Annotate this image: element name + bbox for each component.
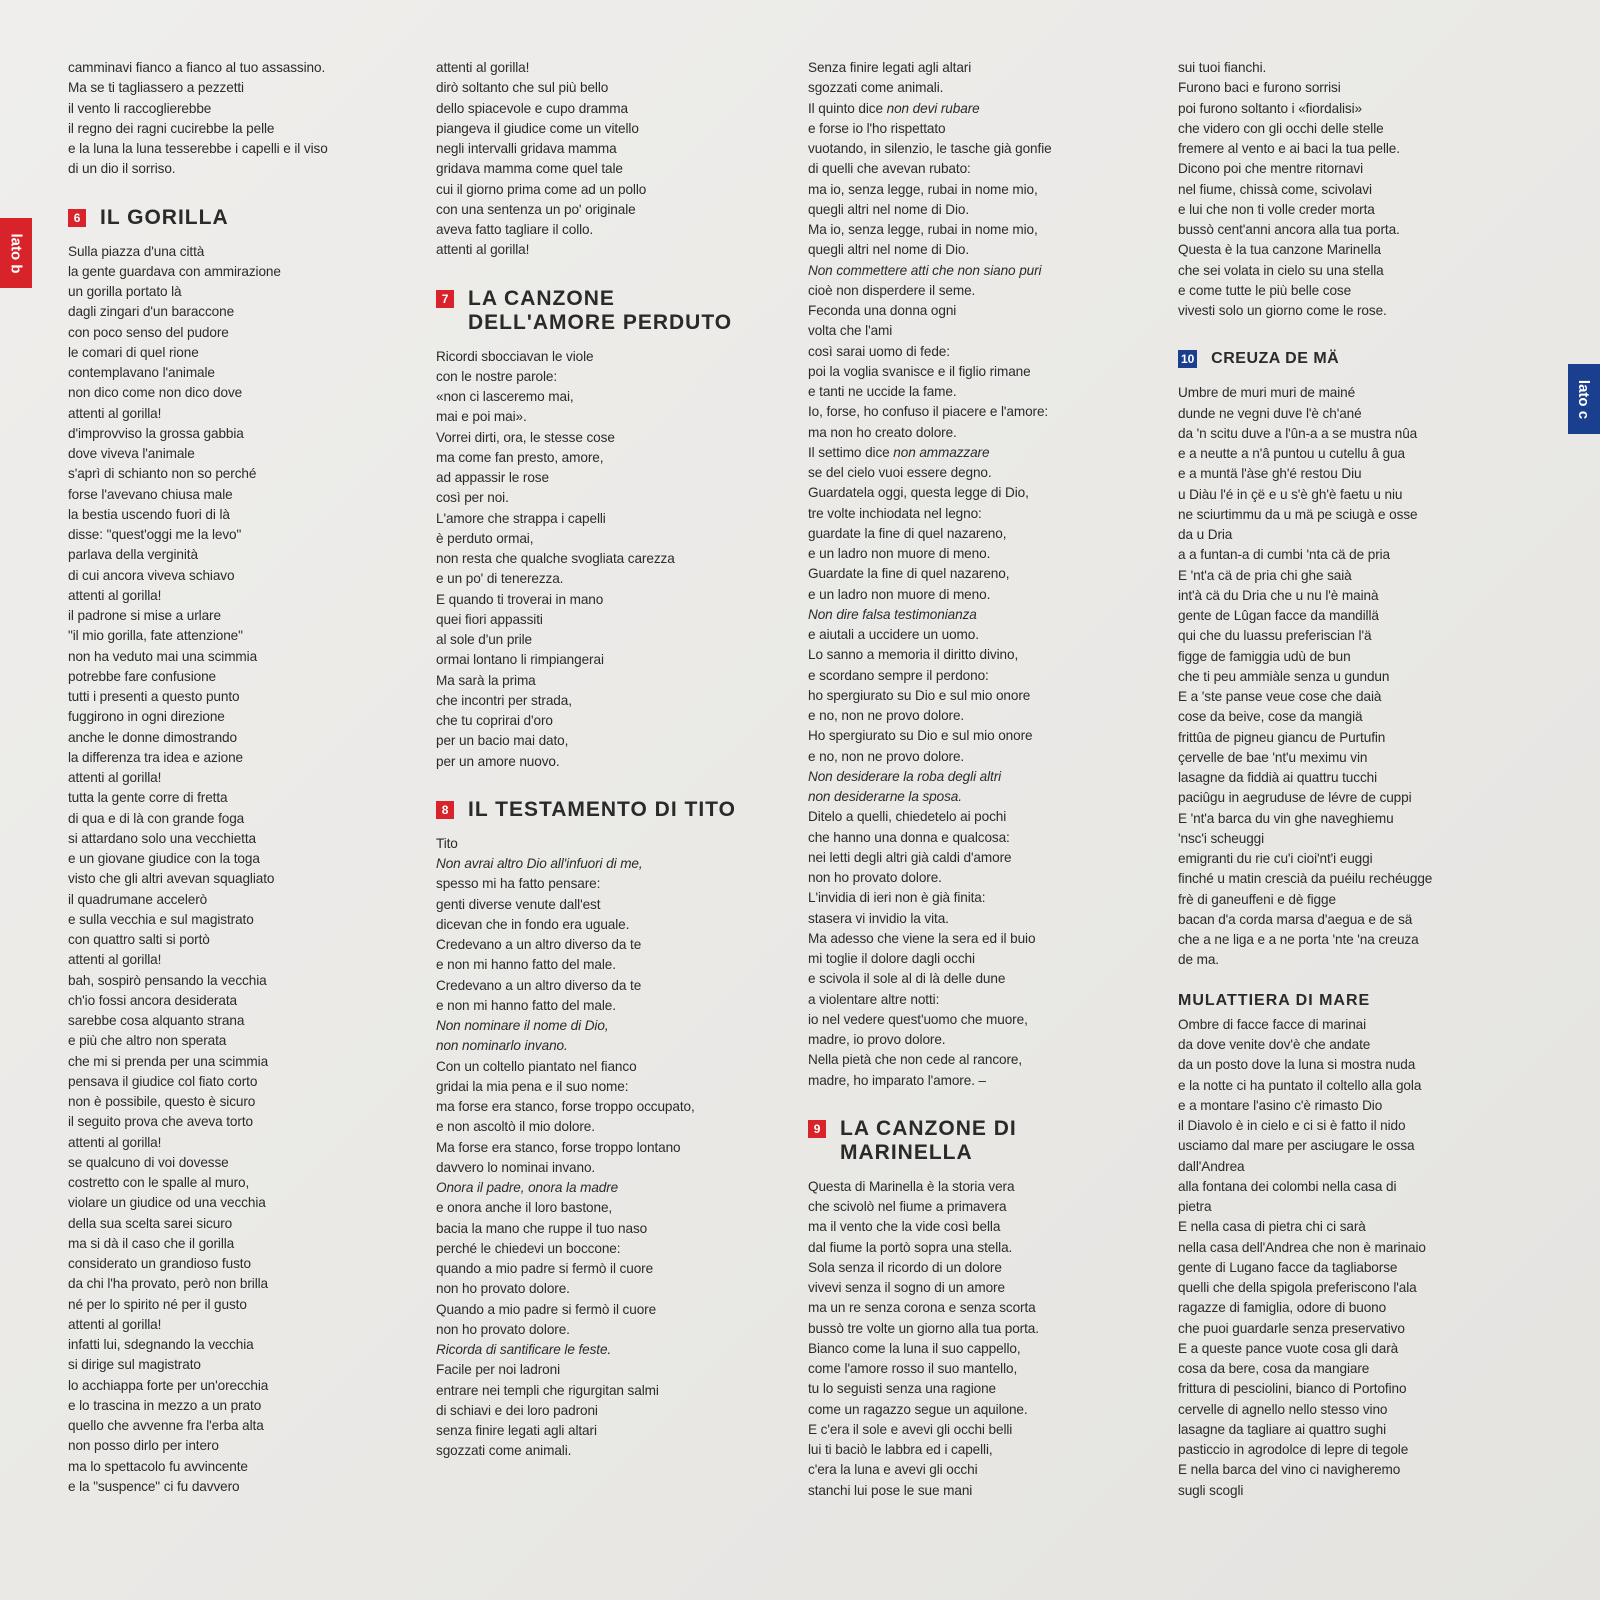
lyric-line: a a funtan-a di cumbi 'nta cä de pria [1178,547,1390,563]
lyric-line: Il settimo dice non ammazzare [808,444,990,460]
lyric-line: Non desiderare la roba degli altri [808,768,1002,784]
lyric-line: E nella barca del vino ci navigheremo [1178,1462,1401,1478]
lyric-line: Ricordi sbocciavan le viole [436,348,594,364]
lyric-line: non nominarlo invano. [436,1038,568,1054]
lyric-line: ne sciurtimmu da u mä pe sciugà e osse [1178,506,1418,522]
lyric-line: mai e poi mai». [436,409,527,425]
lyric-line: Nella pietà che non cede al rancore, [808,1052,1023,1068]
lyric-line: finché u matin crescià da puéilu rechéugge [1178,871,1433,887]
lyric-line: e un giovane giudice con la toga [68,851,260,866]
lyric-line: dagli zingari d'un baraccone [68,304,235,320]
lyric-line: e tanti ne uccide la fame. [808,384,957,399]
lyric-line: Ma sarà la prima [436,672,536,688]
lyric-line: parlava della verginità [68,547,198,563]
lyric-line: visto che gli altri avevan squagliato [68,871,275,887]
lyric-line: non posso dirlo per intero [68,1438,219,1454]
lyric-line: nella casa dell'Andrea che non è marinaio [1178,1239,1426,1255]
lyric-italic-part: non devi rubare [886,100,980,116]
lyric-line: gridai la mia pena e il suo nome: [436,1078,629,1094]
lyric-line: non resta che qualche svogliata carezza [436,551,675,566]
lyric-line: della sua scelta sarei sicuro [68,1215,233,1231]
lyric-line: Umbre de muri muri de mainé [1178,385,1356,401]
lyric-line: Non nominare il nome di Dio, [436,1018,609,1033]
lyric-line: e a neutte a n'â puntou u cutellu â gua [1178,446,1405,461]
lyric-line: a violentare altre notti: [808,991,940,1007]
lyric-line: di quelli che avevan rubato: [808,161,971,177]
lyric-line: tutta la gente corre di fretta [68,790,228,806]
lyric-line: e lui che non ti volle creder morta [1178,201,1375,217]
lyric-line: il Diavolo è in cielo e ci si è fatto il nido [1178,1118,1406,1133]
lyric-line: di cui ancora viveva schiavo [68,567,235,583]
lyric-line: dello spiacevole e cupo dramma [436,100,628,116]
track-number-badge: 9 [808,1120,826,1138]
lyric-line: un gorilla portato là [68,284,182,299]
lyric-line: costretto con le spalle al muro, [68,1175,250,1190]
song-title: LA CANZONE DI MARINELLA [840,1116,1017,1164]
lyric-line: pietra [1178,1199,1212,1214]
lyric-line: negli intervalli gridava mamma [436,141,617,156]
lyric-line: L'amore che strappa i capelli [436,510,606,526]
lyric-line: E 'nt'a cä de pria chi ghe saià [1178,567,1352,583]
lyric-line: e la notte ci ha puntato il coltello alla gola [1178,1077,1422,1093]
lyric-line: tre volte inchiodata nel legno: [808,505,982,521]
lyric-line: dove viveva l'animale [68,446,195,461]
lyric-line: Onora il padre, onora la madre [436,1180,619,1195]
track-number-badge: 7 [436,290,454,308]
lyric-line: Con un coltello piantato nel fianco [436,1058,637,1074]
lyric-line: Ombre di facce facce di marinai [1178,1016,1367,1032]
lyric-line: potrebbe fare confusione [68,668,216,684]
song-heading [436,798,766,822]
lyric-line: L'invidia di ieri non è già finita: [808,890,986,906]
lyric-line: e no, non ne provo dolore. [808,748,965,764]
lyric-line: e a muntä l'àse gh'é restou Diu [1178,466,1362,482]
lyric-line: la differenza tra idea e azione [68,749,243,765]
lyric-line: qui che du luassu preferiscian l'ä [1178,628,1372,644]
lyric-line: «non ci lasceremo mai, [436,389,574,404]
lyric-line: poi la voglia svanisce e il figlio rimane [808,363,1031,379]
lyric-line: il padrone si mise a urlare [68,608,221,623]
lyric-line: Ricorda di santificare le feste. [436,1342,612,1357]
lyric-line: bussò tre volte un giorno alla tua porta. [808,1320,1039,1336]
lyric-line: paciûgu in aegruduse de lévre de cuppi [1178,790,1412,806]
lyrics-column-3 [808,58,1138,1501]
lyric-line: con una sentenza un po' originale [436,201,636,217]
lyric-line: che tu coprirai d'oro [436,713,553,728]
lyric-line: vivevi senza il sogno di un amore [808,1280,1005,1295]
lyric-line: e non mi hanno fatto del male. [436,957,616,973]
lyric-line: "il mio gorilla, fate attenzione" [68,628,243,644]
lyric-line: 'nsc'i scheuggi [1178,830,1265,846]
lyric-line: guardate la fine di quel nazareno, [808,525,1007,541]
lyric-line: e non ascoltò il mio dolore. [436,1119,595,1135]
lyric-line: che mi si prenda per una scimmia [68,1053,269,1069]
song-title: IL TESTAMENTO DI TITO [468,797,736,821]
track-number-badge: 8 [436,801,454,819]
lyric-line: da chi l'ha provato, però non brilla [68,1276,269,1292]
lyric-line: ragazze di famiglia, odore di buono [1178,1300,1387,1316]
lyric-line: che scivolò nel fiume a primavera [808,1199,1007,1214]
lyric-line: sugli scogli [1178,1482,1244,1498]
song-heading [68,206,368,230]
lyric-line: nei letti degli altri già caldi d'amore [808,849,1012,865]
lyric-line: Ma forse era stanco, forse troppo lontano [436,1139,681,1155]
lyric-line: c'era la luna e avevi gli occhi [808,1462,978,1478]
lyric-line: ma io, senza legge, rubai in nome mio, [808,181,1038,197]
lyric-line: ma lo spettacolo fu avvincente [68,1458,248,1474]
song-title: LA CANZONE DELL'AMORE PERDUTO [468,286,733,334]
lyric-line: non dico come non dico dove [68,385,243,401]
lyric-line: de ma. [1178,952,1219,968]
lyric-line: che sei volata in cielo su una stella [1178,262,1384,278]
lyric-line: E a queste pance vuote cosa gli darà [1178,1340,1399,1356]
lyric-line: quei fiori appassiti [436,611,543,627]
lyric-line: con poco senso del pudore [68,324,229,340]
lyric-line: Il quinto dice non devi rubare [808,100,980,116]
lyric-line: da dove venite dov'è che andate [1178,1037,1371,1052]
lyric-line: Tito [436,835,458,851]
lyrics-column-2 [436,58,766,1462]
lyric-line: che puoi guardarle senza preservativo [1178,1320,1405,1336]
lyric-line: di un dio il sorriso. [68,161,176,177]
lyric-line: Guardatela oggi, questa legge di Dio, [808,485,1029,501]
lyric-line: il vento li raccoglierebbe [68,100,212,116]
lyric-line: vivesti solo un giorno come le rose. [1178,303,1387,318]
lyric-line: Io, forse, ho confuso il piacere e l'amore: [808,404,1049,420]
lyric-line: dal fiume la portò sopra una stella. [808,1239,1013,1255]
lyric-line: disse: "quest'oggi me la levo" [68,527,242,542]
lyric-line: ad appassir le rose [436,470,549,485]
lyric-line: la bestia uscendo fuori di là [68,506,230,522]
lyric-line: si dirige sul magistrato [68,1357,201,1373]
lyric-line: che a ne liga e a ne porta 'nte 'na creuza [1178,932,1419,947]
lyric-line: quegli altri nel nome di Dio. [808,201,970,217]
lyric-line: Sola senza il ricordo di un dolore [808,1259,1002,1275]
lyric-line: attenti al gorilla! [436,242,530,258]
lyric-line: anche le donne dimostrando [68,729,237,745]
lyric-line: ma il vento che la vide così bella [808,1219,1001,1235]
lyric-line: alla fontana dei colombi nella casa di [1178,1178,1397,1194]
lyric-line: E 'nt'a barca du vin ghe naveghiemu [1178,810,1394,826]
side-b-tab: lato b [0,218,32,288]
lyric-line: E c'era il sole e avevi gli occhi belli [808,1421,1013,1437]
lyric-line: né per lo spirito né per il gusto [68,1296,247,1312]
lyric-line: e come tutte le più belle cose [1178,282,1352,298]
lyric-line: tutti i presenti a questo punto [68,689,240,704]
lyric-line: ho spergiurato su Dio e sul mio onore [808,687,1031,703]
lyric-line: la gente guardava con ammirazione [68,263,281,279]
lyric-line: e un po' di tenerezza. [436,571,564,587]
lyric-line: sgozzati come animali. [436,1443,572,1459]
lyric-italic-part: non ammazzare [893,444,990,460]
lyric-line: poi furono soltanto i «fiordalisi» [1178,100,1363,116]
lyric-line: gente di Lugano facce da tagliaborse [1178,1259,1398,1275]
lyric-line: Ma se ti tagliassero a pezzetti [68,80,244,96]
lyric-line: frittura di pesciolini, bianco di Portofino [1178,1381,1407,1397]
lyric-line: dall'Andrea [1178,1158,1245,1174]
lyric-line: nel fiume, chissà come, scivolavi [1178,181,1372,197]
lyric-line: non ho provato dolore. [436,1281,570,1297]
lyric-line: al sole d'un prile [436,632,533,647]
lyric-line: tu lo seguisti senza una ragione [808,1381,996,1397]
lyric-line: attenti al gorilla! [68,1134,162,1150]
lyric-line: quello che avvenne fra l'erba alta [68,1418,264,1433]
lyric-line: e a montare l'asino c'è rimasto Dio [1178,1097,1383,1113]
lyric-line: e no, non ne provo dolore. [808,708,965,723]
lyric-line: spesso mi ha fatto pensare: [436,876,601,892]
lyric-line: cervelle di agnello nello stesso vino [1178,1401,1388,1417]
lyric-line: non desiderarne la sposa. [808,789,962,804]
lyric-line: e forse io l'ho rispettato [808,120,946,136]
lyric-line: Ma adesso che viene la sera ed il buio [808,930,1036,946]
lyric-line: per un bacio mai dato, [436,733,569,749]
lyric-line: e scordano sempre il perdono: [808,667,989,683]
lyric-line: Non dire falsa testimonianza [808,606,977,622]
lyric-line: lasagne da fiddià ai quattru tucchi [1178,770,1378,785]
lyric-line: non ha veduto mai una scimmia [68,648,258,664]
lyric-line: è perduto ormai, [436,530,534,546]
lyric-line: così sarai uomo di fede: [808,343,950,359]
lyric-line: attenti al gorilla! [68,587,162,603]
lyric-line: e più che altro non sperata [68,1033,227,1049]
lyric-line: con le nostre parole: [436,368,558,384]
lyric-line: lasagne da tagliare ai quattro sughi [1178,1421,1387,1437]
lyric-line: ma non ho creato dolore. [808,424,957,440]
lyric-line: dunde ne vegni duve l'è ch'ané [1178,405,1362,421]
lyric-line: attenti al gorilla! [436,60,530,75]
lyric-line: contemplavano l'animale [68,365,215,380]
lyric-line: entrare nei templi che rigurgitan salmi [436,1382,659,1398]
lyric-line: frè di ganeuffeni e dè figge [1178,891,1336,907]
lyric-line: genti diverse venute dall'est [436,896,601,912]
lyric-line: d'improvviso la grossa gabbia [68,425,244,441]
lyric-line: da u Dria [1178,527,1233,542]
lyric-line: e non mi hanno fatto del male. [436,997,616,1013]
lyric-line: pasticcio in agrodolce di lepre di tegole [1178,1442,1409,1457]
side-c-tab: lato c [1568,364,1600,434]
lyric-line: int'à cä du Dria che u nu l'è mainà [1178,587,1379,603]
lyric-line: sui tuoi fianchi. [1178,60,1267,75]
lyric-line: che ti peu ammiàle senza u gundun [1178,668,1390,684]
song-heading [1178,347,1498,371]
lyric-line: frittûa de pigneu giancu de Purtufin [1178,729,1386,745]
lyric-line: Non avrai altro Dio all'infuori di me, [436,856,643,871]
lyric-line: ma forse era stanco, forse troppo occupato, [436,1099,695,1114]
song-heading [808,1117,1138,1165]
lyric-line: ma come fan presto, amore, [436,449,604,465]
lyric-line: aveva fatto tagliare il collo. [436,222,594,237]
lyric-line: io nel vedere quest'uomo che muore, [808,1011,1028,1027]
lyric-line: E quando ti troverai in mano [436,591,604,607]
lyric-line: Sulla piazza d'una città [68,243,205,259]
lyric-line: se del cielo vuoi essere degno. [808,465,992,480]
track-number-badge: 10 [1178,350,1197,368]
lyric-line: il regno dei ragni cucirebbe la pelle [68,120,275,136]
lyric-line: attenti al gorilla! [68,405,162,421]
lyric-line: Vorrei dirti, ora, le stesse cose [436,429,615,445]
lyric-line: stanchi lui pose le sue mani [808,1482,973,1498]
lyric-line: Credevano a un altro diverso da te [436,937,642,952]
lyric-line: u Diàu l'é in çë e u s'è gh'è faetu u niu [1178,486,1403,502]
lyric-line: si attardano solo una vecchietta [68,830,256,846]
lyric-line: da un posto dove la luna si mostra nuda [1178,1057,1416,1073]
lyric-line: vuotando, in silenzio, le tasche già gonfie [808,141,1052,156]
lyric-line: fuggirono in ogni direzione [68,709,225,725]
lyric-line: senza finire legati agli altari [436,1423,597,1438]
lyric-line: e lo trascina in mezzo a un prato [68,1397,262,1413]
lyric-line: Facile per noi ladroni [436,1362,560,1378]
lyric-line: ch'io fossi ancora desiderata [68,992,237,1008]
lyric-line: pensava il giudice col fiato corto [68,1073,258,1089]
lyric-line: di schiavi e dei loro padroni [436,1402,598,1418]
lyric-line: cosa da bere, cosa da mangiare [1178,1361,1370,1376]
lyric-line: le comari di quel rione [68,344,199,360]
lyric-line: usciamo dal mare per asciugare le ossa [1178,1138,1415,1154]
lyric-line: considerato un grandioso fusto [68,1256,251,1271]
lyric-line: davvero lo nominai invano. [436,1159,596,1175]
lyric-line: e sulla vecchia e sul magistrato [68,911,254,927]
lyric-line: Guardate la fine di quel nazareno, [808,566,1010,582]
lyric-line: se qualcuno di voi dovesse [68,1154,229,1170]
lyrics-column-4 [1178,58,1498,1501]
lyric-line: bussò cent'anni ancora alla tua porta. [1178,222,1400,237]
lyric-line: e onora anche il loro bastone, [436,1200,613,1216]
lyric-line: Non commettere atti che non siano puri [808,262,1042,278]
lyric-line: mi toglie il dolore dagli occhi [808,951,975,966]
lyric-line: attenti al gorilla! [68,952,162,968]
lyric-line: ma un re senza corona e senza scorta [808,1300,1036,1316]
lyric-line: il quadrumane accelerò [68,891,208,907]
lyric-line: figge de famiggia udù de bun [1178,648,1351,664]
lyric-line: fremere al vento e ai baci la tua pelle. [1178,141,1400,156]
lyric-line: con quattro salti si portò [68,932,210,947]
lyric-line: camminavi fianco a fianco al tuo assassino. [68,60,326,75]
lyric-line: come l'amore rosso il suo mantello, [808,1361,1018,1376]
lyric-line: e scivola il sole al di là delle dune [808,971,1006,987]
lyric-line: e aiutali a uccidere un uomo. [808,627,979,642]
lyric-line: non ho provato dolore. [436,1321,570,1337]
lyric-line: infatti lui, sdegnando la vecchia [68,1337,254,1352]
lyric-line: cui il giorno prima come ad un pollo [436,181,647,197]
lyric-line: che hanno una donna e qualcosa: [808,829,1010,845]
lyric-line: quegli altri nel nome di Dio. [808,242,970,258]
lyric-line: E a 'ste panse veue cose che daià [1178,689,1382,704]
lyric-line: Furono baci e furono sorrisi [1178,80,1341,96]
lyric-line: madre, io provo dolore. [808,1032,946,1047]
lyric-line: e un ladro non muore di meno. [808,586,991,602]
lyric-line: Quando a mio padre si fermò il cuore [436,1301,657,1317]
song-heading [436,287,766,335]
lyric-line: e la "suspence" ci fu davvero [68,1478,240,1494]
song-title: CREUZA DE MÄ [1211,350,1340,368]
lyric-line: e un ladro non muore di meno. [808,546,991,561]
lyric-line: sarebbe cosa alquanto strana [68,1013,245,1028]
lyric-line: e la luna la luna tesserebbe i capelli e il viso [68,141,328,156]
lyric-line: non ho provato dolore. [808,870,942,885]
track-number-badge: 6 [68,209,86,227]
song-title: IL GORILLA [100,205,229,229]
lyric-line: perché le chiedevi un boccone: [436,1240,621,1256]
lyric-line: Senza finire legati agli altari [808,60,972,75]
lyric-line: emigranti du rie cu'i cioi'nt'i euggi [1178,851,1373,866]
lyric-line: bacan d'a corda marsa d'aegua e de sä [1178,911,1413,927]
lyric-line: bacia la mano che ruppe il tuo naso [436,1220,648,1236]
lyric-line: che videro con gli occhi delle stelle [1178,120,1384,136]
lyric-line: madre, ho imparato l'amore. – [808,1072,987,1088]
lyric-line: da 'n scitu duve a l'ûn-a a se mustra nûa [1178,425,1418,441]
lyric-line: come un ragazzo segue un aquilone. [808,1401,1028,1417]
lyric-line: sgozzati come animali. [808,80,944,96]
lyric-line: lui ti baciò le labbra ed i capelli, [808,1442,993,1457]
lyric-line: Credevano a un altro diverso da te [436,977,642,993]
lyric-line: Questa di Marinella è la storia vera [808,1178,1015,1194]
lyrics-column-1 [68,58,368,1497]
lyric-line: non è possibile, questo è sicuro [68,1094,256,1109]
lyric-line: Questa è la tua canzone Marinella [1178,242,1381,258]
lyric-line: piangeva il giudice come un vitello [436,120,639,136]
lyric-line: ma si dà il caso che il gorilla [68,1235,235,1251]
lyric-line: Ho spergiurato su Dio e sul mio onore [808,728,1033,744]
lyric-line: quelli che della spigola preferiscono l'ala [1178,1280,1417,1295]
lyric-line: E nella casa di pietra chi ci sarà [1178,1219,1366,1235]
lyric-line: s'aprì di schianto non so perché [68,466,257,482]
lyric-line: lo acchiappa forte per un'orecchia [68,1377,269,1393]
lyric-line: che incontri per strada, [436,692,572,708]
lyric-line: gridava mamma come quel tale [436,161,623,177]
lyric-line: Dicono poi che mentre ritornavi [1178,161,1364,177]
lyric-line: bah, sospirò pensando la vecchia [68,972,267,988]
lyric-line: attenti al gorilla! [68,770,162,785]
lyric-line: di qua e di là con grande foga [68,810,245,826]
lyric-line: Ma io, senza legge, rubai in nome mio, [808,222,1038,237]
lyric-line: Feconda una donna ogni [808,303,957,318]
lyric-line: per un amore nuovo. [436,753,560,769]
lyric-line: volta che l'ami [808,323,893,339]
lyric-line: gente de Lûgan facce da mandillä [1178,608,1379,623]
lyric-line: dirò soltanto che sul più bello [436,80,609,96]
lyric-line: cose da beive, cose da mangiä [1178,709,1363,725]
song-title: MULATTIERA DI MARE [1178,991,1371,1009]
lyric-line: il seguito prova che aveva torto [68,1114,253,1130]
lyric-line: Ditelo a quelli, chiedetelo ai pochi [808,809,1007,825]
lyric-line: quando a mio padre si fermò il cuore [436,1261,654,1276]
lyric-line: così per noi. [436,490,509,506]
lyric-line: forse l'avevano chiusa male [68,486,233,502]
lyric-line: dicevan che in fondo era uguale. [436,916,630,932]
lyric-line: attenti al gorilla! [68,1316,162,1332]
lyric-line: cioè non disperdere il seme. [808,282,976,298]
lyric-line: violare un giudice od una vecchia [68,1195,266,1211]
lyric-line: Lo sanno a memoria il diritto divino, [808,647,1019,663]
lyric-line: ormai lontano li rimpiangerai [436,652,604,668]
lyric-line: stasera vi invidio la vita. [808,910,949,926]
lyric-line: Bianco come la luna il suo cappello, [808,1340,1021,1356]
lyric-line: çervelle de bae 'nt'u meximu vin [1178,749,1368,765]
